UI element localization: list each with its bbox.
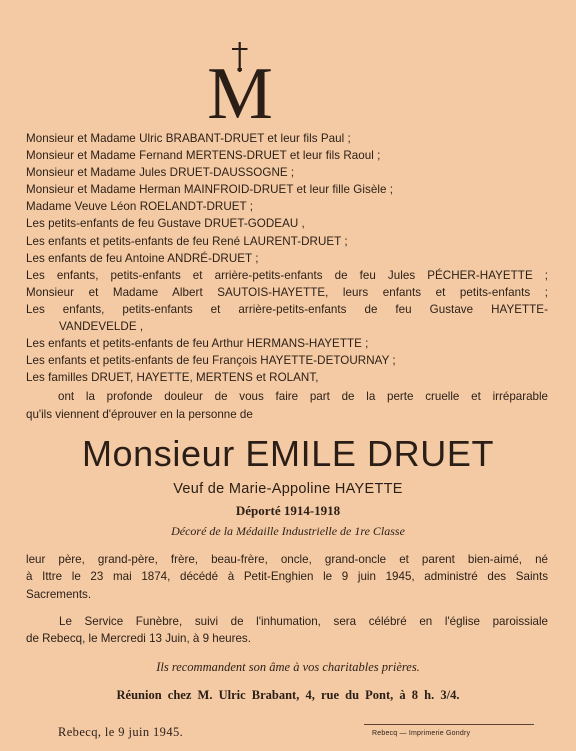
printer-rule — [364, 724, 534, 725]
mourner-line: Les enfants et petits-enfants de feu Arthur HERMANS-HAYETTE ; — [26, 337, 369, 351]
mourner-line: Les enfants et petits-enfants de feu François HAYETTE-DETOURNAY ; — [26, 354, 396, 368]
mourner-line: Madame Veuve Léon ROELANDT-DRUET ; — [26, 200, 254, 214]
meeting-place: Réunion chez M. Ulric Brabant, 4, rue du Pont, à 8 h. 3/4. — [116, 688, 460, 702]
place-and-date: Rebecq, le 9 juin 1945. — [58, 725, 184, 739]
funeral-line: Le Service Funèbre, suivi de l'inhumation, sera célébré en l'église paroissiale — [59, 615, 548, 628]
prayer-request: Ils recommandent son âme à vos charitables prières. — [156, 660, 420, 674]
mourner-line: Monsieur et Madame Ulric BRABANT-DRUET et leur fils Paul ; — [26, 132, 351, 145]
mourner-line: Les familles DRUET, HAYETTE, MERTENS et ROLANT, — [26, 371, 319, 385]
monogram-letter: M — [207, 53, 273, 120]
mourner-line: Les petits-enfants de feu Gustave DRUET-GODEAU , — [26, 217, 305, 231]
deported-note: Déporté 1914-1918 — [235, 503, 341, 518]
intro-line: ont la profonde douleur de vous faire part de la perte cruelle et irréparable — [58, 390, 548, 403]
mourner-line: Monsieur et Madame Albert SAUTOIS-HAYETTE, leurs enfants et petits-enfants ; — [26, 285, 548, 299]
mourner-line: Monsieur et Madame Fernand MERTENS-DRUET et leur fils Raoul ; — [26, 149, 381, 163]
widower-of: Veuf de Marie-Appoline HAYETTE — [173, 481, 403, 497]
mourners-list — [26, 130, 548, 386]
deceased-name: Monsieur EMILE DRUET — [81, 433, 495, 474]
funeral-service — [26, 613, 548, 648]
mourner-line: VANDEVELDE , — [59, 320, 144, 334]
mourner-line: Les enfants de feu Antoine ANDRÉ-DRUET ; — [26, 251, 259, 265]
details-line: à Ittre le 23 mai 1874, décédé à Petit-Enghien le 9 juin 1945, administré des Saints — [26, 570, 548, 584]
deceased-details — [26, 551, 548, 603]
mourner-line: Monsieur et Madame Jules DRUET-DAUSSOGNE ; — [26, 166, 295, 180]
decoration-note: Décoré de la Médaille Industrielle de 1re Classe — [171, 524, 405, 538]
intro-line: qu'ils viennent d'éprouver en la personne de — [26, 407, 253, 421]
mourner-line: Les enfants et petits-enfants de feu René LAURENT-DRUET ; — [26, 234, 348, 248]
printer-credit: Rebecq — Imprimerie Gondry — [372, 730, 471, 737]
mourner-line: Les enfants, petits-enfants et arrière-petits-enfants de feu Jules PÉCHER-HAYETTE ; — [26, 268, 548, 282]
funeral-line: de Rebecq, le Mercredi 13 Juin, à 9 heures. — [26, 632, 251, 646]
marian-monogram-cross-icon — [200, 42, 280, 120]
mourner-line: Les enfants, petits-enfants et arrière-petits-enfants de feu Gustave HAYETTE- — [26, 302, 548, 316]
mourner-line: Monsieur et Madame Herman MAINFROID-DRUET et leur fille Gisèle ; — [26, 183, 393, 197]
details-line: Sacrements. — [26, 587, 92, 601]
details-line: leur père, grand-père, frère, beau-frère, oncle, grand-oncle et parent bien-aimé, né — [26, 553, 548, 566]
announcement-intro — [26, 388, 548, 423]
